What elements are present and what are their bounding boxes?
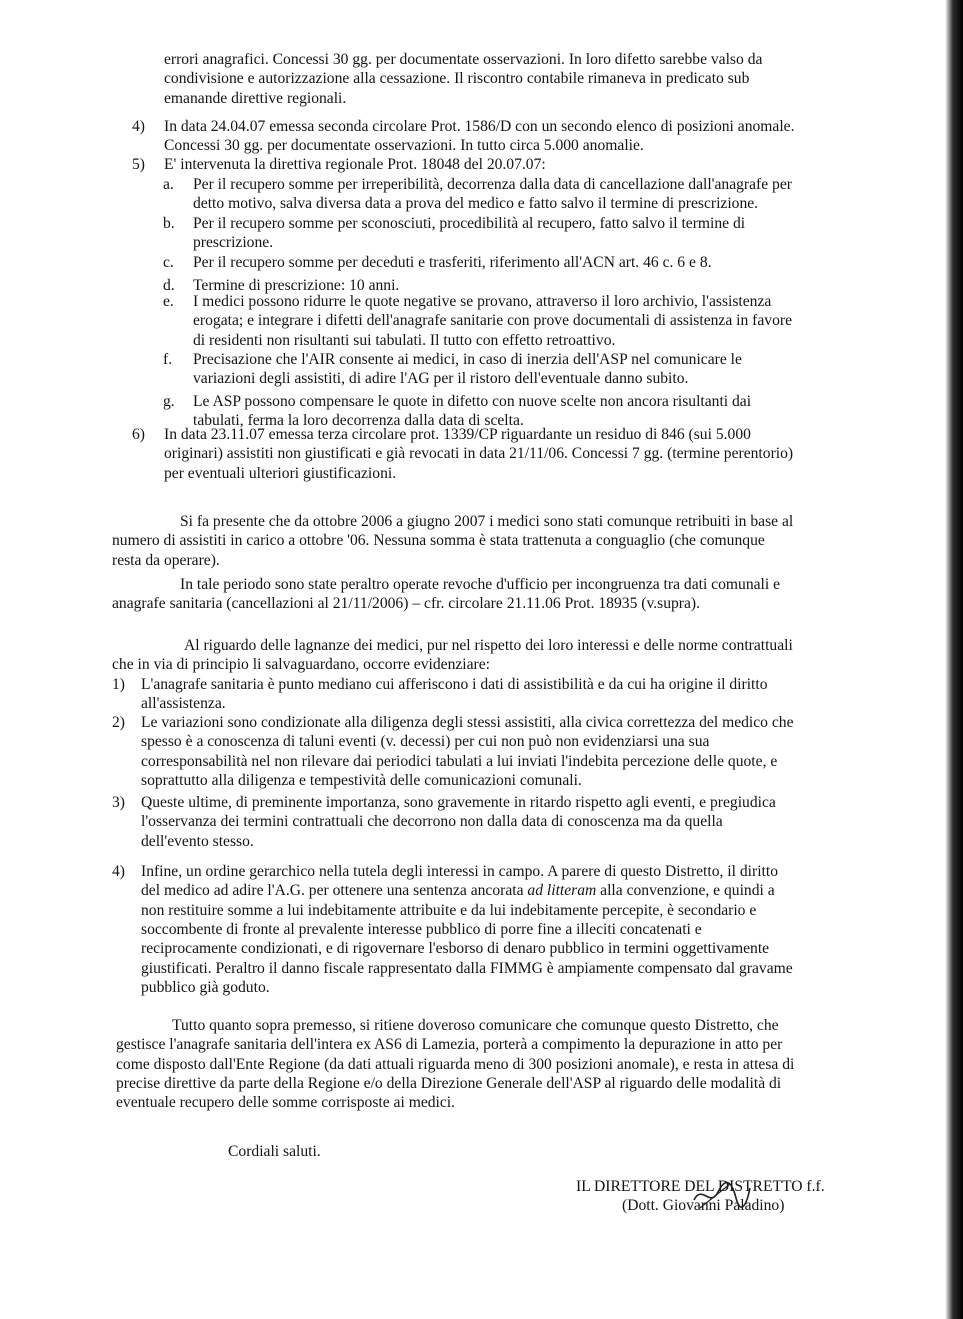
sub-item-text-line: Termine di prescrizione: 10 anni.	[193, 277, 400, 294]
sub-item-text-line: Per il recupero somme per sconosciuti, procedibilità al recupero, fatto salvo il termine di	[193, 215, 746, 232]
sub-item-letter: g.	[163, 393, 175, 410]
sub-item-letter: a.	[163, 176, 174, 193]
paragraph-line: gestisce l'anagrafe sanitaria dell'intera ex AS6 di Lamezia, porterà a compimento la depurazione in atto per	[116, 1036, 783, 1054]
paragraph-line: come disposto dall'Ente Regione (da dati attuali riguarda meno di 300 posizioni anomale), e resta in attesa di	[116, 1055, 795, 1073]
paragraph-line: Al riguardo delle lagnanze dei medici, pur nel rispetto dei loro interessi e delle norme contrattuali	[184, 637, 793, 654]
item-number: 5)	[132, 156, 145, 173]
sub-item-text-line: detto motivo, salva diversa data a prova del medico e fatto salvo il termine di prescrizione.	[193, 195, 759, 213]
item-number: 6)	[132, 426, 145, 443]
signatory-name: (Dott. Giovanni Paladino)	[622, 1197, 785, 1214]
sub-item-text-line: Per il recupero somme per deceduti e trasferiti, riferimento all'ACN art. 46 c. 6 e 8.	[193, 254, 712, 271]
sub-item-text-line: Precisazione che l'AIR consente ai medici, in caso di inerzia dell'ASP nel comunicare le	[193, 351, 742, 368]
sub-item-letter: f.	[163, 351, 173, 368]
paragraph-line: Tutto quanto sopra premesso, si ritiene doveroso comunicare che comunque questo Distretto, che	[172, 1017, 779, 1034]
paragraph-line: che in via di principio li salvaguardano, occorre evidenziare:	[112, 656, 490, 674]
sub-item-letter: c.	[163, 254, 174, 271]
paragraph-line: numero di assistiti in carico a ottobre '06. Nessuna somma è stata trattenuta a conguaglio (che comunque	[112, 532, 765, 550]
paragraph-line: resta da operare).	[112, 551, 220, 569]
sub-item-letter: e.	[163, 293, 174, 310]
sub-item-text-line: Per il recupero somme per irreperibilità, decorrenza dalla data di cancellazione dall'anagrafe per	[193, 176, 792, 193]
paragraph-line: Si fa presente che da ottobre 2006 a giugno 2007 i medici sono stati comunque retribuiti in base al	[180, 513, 794, 530]
point-text-line: l'osservanza dei termini contrattuali che decorrono non dalla data di conoscenza ma da quella	[141, 813, 723, 831]
point-text-line: corresponsabilità nel non rilevare dai periodici tabulati a lui inviati l'indebita percezione delle quote, e	[141, 752, 778, 770]
point-text-line: reciprocamente condizionati, e di rigovernare l'esborso di denaro pubblico in termini oggettivamente	[141, 940, 770, 958]
sub-item-text-line: tabulati, ferma la loro decorrenza dalla data di scelta.	[193, 412, 524, 430]
sub-item-letter: b.	[163, 215, 175, 232]
point-number: 4)	[112, 863, 125, 880]
point-text-line: spesso è a conoscenza di taluni eventi (v. decessi) per cui non può non evidenziarsi una sua	[141, 733, 710, 751]
closing-salutation: Cordiali saluti.	[228, 1143, 321, 1160]
sub-item-text-line: prescrizione.	[193, 234, 274, 252]
text-line: condivisione e autorizzazione alla cessazione. Il riscontro contabile rimaneva in predicato sub	[164, 70, 750, 88]
item-text-line: Concessi 30 gg. per documentate osservazioni. In tutto circa 5.000 anomalie.	[164, 137, 644, 155]
item-text-line: E' intervenuta la direttiva regionale Prot. 18048 del 20.07.07:	[164, 156, 546, 173]
text-line: errori anagrafici. Concessi 30 gg. per documentate osservazioni. In loro difetto sarebbe valso da	[164, 51, 763, 68]
point-text-line: L'anagrafe sanitaria è punto mediano cui afferiscono i dati di assistibilità e da cui ha origine il diritto	[141, 676, 768, 693]
text-line: emanande direttive regionali.	[164, 89, 347, 107]
point-text-line: soprattutto alla diligenza e tempestività delle comunicazioni comunali.	[141, 771, 582, 789]
sub-item-text-line: I medici possono ridurre le quote negative se provano, attraverso il loro archivio, l'assistenza	[193, 293, 772, 310]
point-text-line: giustificati. Peraltro il danno fiscale rappresentato dalla FIMMG è ampiamente compensato dal gravame	[141, 959, 793, 977]
sub-item-text-line: erogata; e integrare i difetti dell'anagrafe sanitarie con prove documentali di assistenza in favore	[193, 312, 793, 330]
point-text-line: non restituire somme a lui indebitamente attribuite e da lui indebitamente percepite, è secondario e	[141, 901, 757, 919]
paragraph-line: anagrafe sanitaria (cancellazioni al 21/11/2006) – cfr. circolare 21.11.06 Prot. 18935 (v.supra).	[112, 595, 701, 613]
item-text-line: per eventuali ulteriori giustificazioni.	[164, 464, 397, 482]
sub-item-letter: d.	[163, 277, 175, 294]
point-text-line: Le variazioni sono condizionate alla diligenza degli stessi assistiti, alla civica correttezza del medico che	[141, 714, 794, 731]
item-number: 4)	[132, 118, 145, 135]
point-text-line: pubblico già goduto.	[141, 978, 270, 996]
item-text-line: In data 24.04.07 emessa seconda circolare Prot. 1586/D con un secondo elenco di posizioni anomale.	[164, 118, 795, 135]
point-text-line: Infine, un ordine gerarchico nella tutela degli interessi in campo. A parere di questo Distretto, il diritto	[141, 863, 778, 880]
sub-item-text-line: variazioni degli assistiti, di adire l'AG per il ristoro dell'eventuale danno subito.	[193, 370, 689, 388]
point-text-line: soccombente di fronte al prevalente interesse pubblico di porre fine a illeciti concatenati e	[141, 920, 702, 938]
point-text-line: dell'evento stesso.	[141, 832, 254, 850]
paragraph-line: eventuale recupero delle somme corrisposte ai medici.	[116, 1094, 456, 1112]
signatory-title: IL DIRETTORE DEL DISTRETTO f.f.	[576, 1178, 825, 1195]
paragraph-line: precise direttive da parte della Regione e/o della Direzione Generale dell'ASP al riguardo delle modalità di	[116, 1074, 782, 1092]
scan-shadow-edge	[945, 0, 963, 1319]
sub-item-text-line: di residenti non risultanti sui tabulati. Il tutto con effetto retroattivo.	[193, 331, 616, 349]
sub-item-text-line: Le ASP possono compensare le quote in difetto con nuove scelte non ancora risultanti dai	[193, 393, 752, 410]
paragraph-line: In tale periodo sono state peraltro operate revoche d'ufficio per incongruenza tra dati comunali e	[180, 576, 781, 593]
point-number: 2)	[112, 714, 125, 731]
point-number: 1)	[112, 676, 125, 693]
point-text-line: del medico ad adire l'A.G. per ottenere una sentenza ancorata ad litteram alla convenzione, e quindi a	[141, 882, 775, 900]
item-text-line: originari) assistiti non giustificati e già revocati in data 21/11/06. Concessi 7 gg. (termine perentorio)	[164, 445, 794, 463]
point-text-line: Queste ultime, di preminente importanza, sono gravemente in ritardo rispetto agli eventi, e pregiudica	[141, 794, 776, 811]
point-number: 3)	[112, 794, 125, 811]
item-text-line: In data 23.11.07 emessa terza circolare prot. 1339/CP riguardante un residuo di 846 (sui 5.000	[164, 426, 751, 443]
point-text-line: all'assistenza.	[141, 695, 226, 713]
